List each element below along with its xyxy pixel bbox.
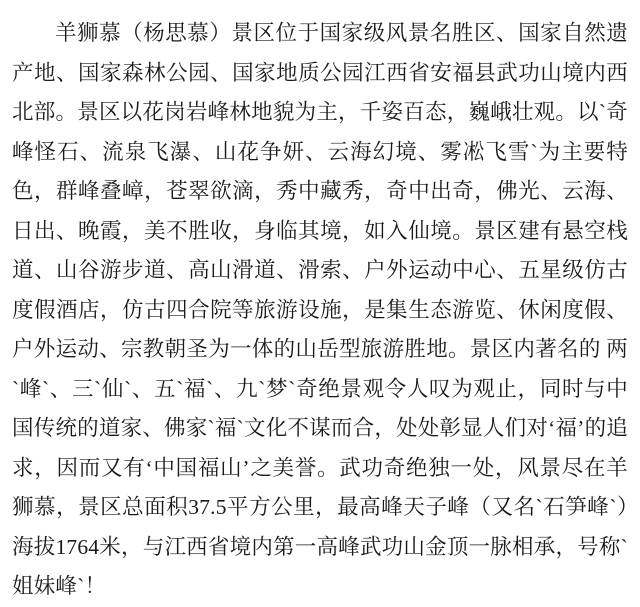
article-body-text: 羊狮慕（杨思慕）景区位于国家级风景名胜区、国家自然遗产地、国家森林公园、国家地质公园江西省安福县武功山境内西北部。景区以花岗岩峰林地貌为主，千姿百态，巍峨壮观。以`奇峰怪石、流泉飞瀑、山花争妍、云海幻境、雾凇飞雪`为主要特色，群峰叠嶂，苍翠欲滴，秀中藏秀，奇中出奇，佛光、云海、日出、晚霞，美不胜收，身临其境，如入仙境。景区建有悬空栈道、山谷游步道、高山滑道、滑索、户外运动中心、五星级仿古度假酒店，仿古四合院等旅游设施，是集生态游览、休闲度假、户外运动、宗教朝圣为一体的山岳型旅游胜地。景区内著名的 两`峰`、三`仙`、五`福`、九`梦`奇绝景观令人叹为观止，同时与中国传统的道家、佛家`福`文化不谋而合，处处彰显人们对‘福’的追求，因而又有‘中国福山’之美誉。武功奇绝独一处，风景尽在羊狮慕，景区总面积37.5平方公里，最高峰天子峰（又名`石笋峰`）海拔1764米，与江西省境内第一高峰武功山金顶一脉相承，号称`姐妹峰`！	[12, 21, 628, 598]
